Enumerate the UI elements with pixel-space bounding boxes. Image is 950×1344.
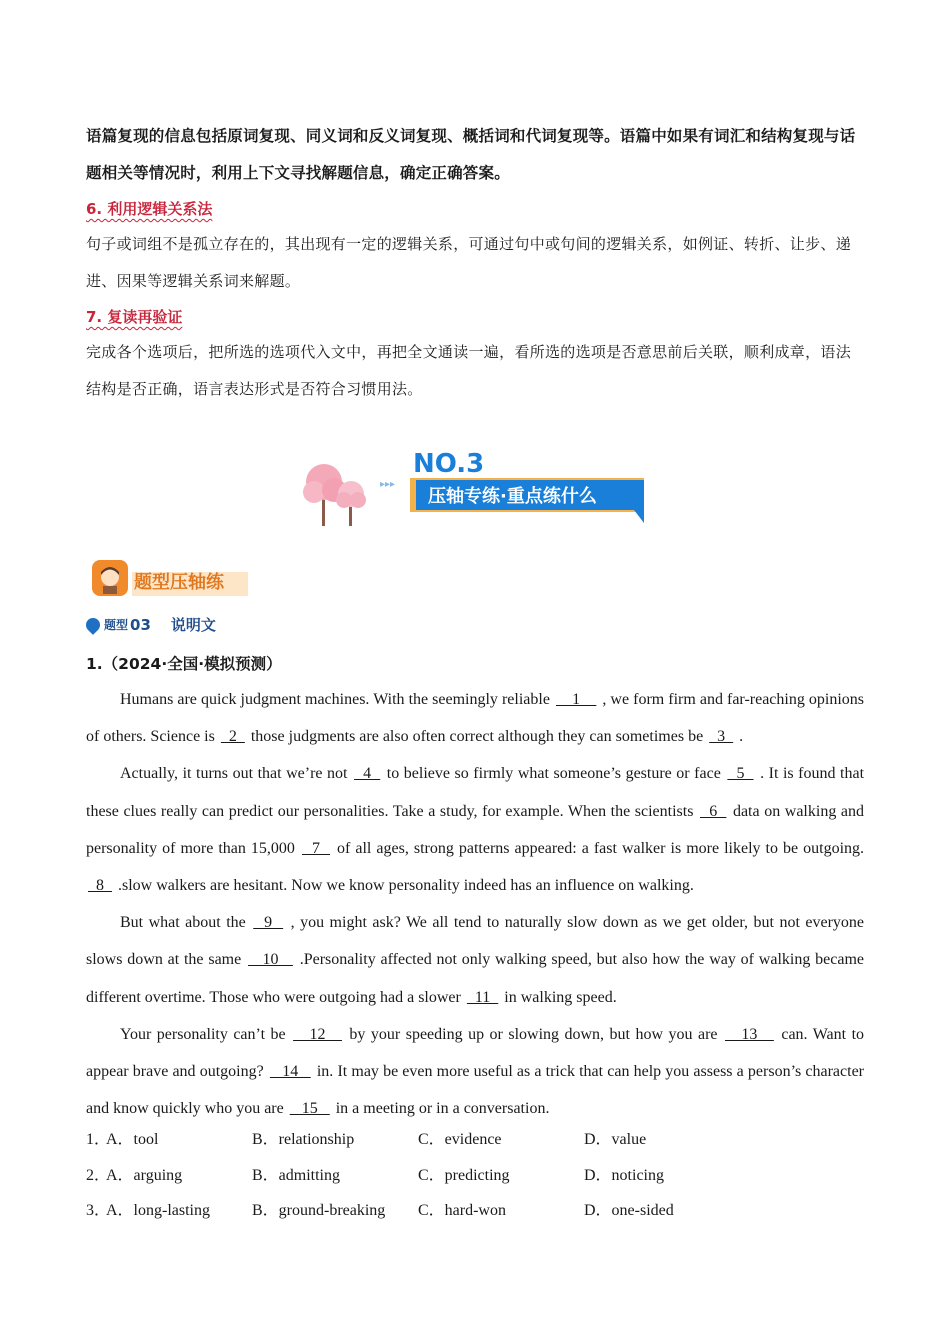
passage-text: Your personality can’t be xyxy=(120,1025,292,1043)
blank-11: 11 xyxy=(466,988,499,1006)
passage-text: Humans are quick judgment machines. With the seemingly reliable xyxy=(120,691,554,708)
blank-15: 15 xyxy=(289,1100,330,1118)
blank-8: 8 xyxy=(88,877,112,895)
passage-text: can. Want to appear brave and outgoing? xyxy=(86,1025,865,1081)
svg-text:▸▸▸: ▸▸▸ xyxy=(380,479,396,490)
option-b[interactable]: B．ground-breaking xyxy=(252,1202,386,1220)
passage-paragraph-1 xyxy=(86,681,864,755)
option-number: 1． xyxy=(86,1131,111,1149)
passage-text: of all ages, strong patterns appeared: a fast walker is more likely to be outgoing. xyxy=(332,839,865,857)
passage-text: in. It may be even more useful as a trick that can help you assess a person’s character and know quickly who you are xyxy=(86,1063,865,1118)
blank-13: 13 xyxy=(724,1025,774,1043)
passage-text: by your speeding up or slowing down, but how you are xyxy=(343,1025,723,1043)
blank-2: 2 xyxy=(220,728,245,746)
passage-text: those judgments are also often correct although they can sometimes be xyxy=(246,728,708,746)
question-type-tag xyxy=(92,560,248,598)
cloze-passage xyxy=(86,681,864,1127)
option-a[interactable]: A．arguing xyxy=(106,1166,183,1184)
option-d[interactable]: D．value xyxy=(584,1131,647,1149)
blank-1: 1 xyxy=(556,691,597,708)
section-banner xyxy=(300,440,660,532)
blank-5: 5 xyxy=(727,765,754,783)
option-d[interactable]: D．one-sided xyxy=(584,1202,674,1220)
option-c[interactable]: C．hard-won xyxy=(418,1202,506,1220)
teacher-avatar-icon xyxy=(92,560,248,598)
option-row-3 xyxy=(86,1191,864,1227)
blank-4: 4 xyxy=(354,765,381,783)
option-row-2 xyxy=(86,1156,864,1192)
blank-14: 14 xyxy=(269,1063,311,1081)
passage-text: . It is found that these clues really can predict our personalities. Take a study, for example. When the scientists xyxy=(86,765,865,820)
option-b[interactable]: B．relationship xyxy=(252,1131,355,1149)
passage-text: data on walking and personality of more than 15,000 xyxy=(86,802,865,857)
logic-method-paragraph: 句子或词组不是孤立存在的，其出现有一定的逻辑关系，可通过句中或句间的逻辑关系，如例证、转折、让步、递进、因果等逻辑关系词来解题。 xyxy=(86,235,852,290)
intro-paragraph: 语篇复现的信息包括原词复现、同义词和反义词复现、概括词和代词复现等。语篇中如果有词汇和结构复现与话题相关等情况时，利用上下文寻找解题信息，确定正确答案。 xyxy=(86,127,856,182)
blank-7: 7 xyxy=(301,839,331,857)
passage-paragraph-4 xyxy=(86,1016,864,1128)
answer-options xyxy=(86,1120,864,1227)
blank-10: 10 xyxy=(248,951,293,969)
option-row-1 xyxy=(86,1120,864,1156)
location-pin-icon xyxy=(83,615,103,635)
option-number: 3． xyxy=(86,1202,111,1220)
banner-title: 压轴专练·重点练什么 xyxy=(428,486,597,507)
blank-9: 9 xyxy=(253,914,284,932)
blank-3: 3 xyxy=(709,728,734,746)
question-type-line xyxy=(86,614,216,635)
passage-text: But what about the xyxy=(120,914,252,932)
passage-text: in walking speed. xyxy=(500,988,617,1006)
qtype-label: 题型 xyxy=(104,618,129,632)
passage-text: , we form firm and far-reaching opinions of others. Science is xyxy=(86,691,865,746)
passage-paragraph-3 xyxy=(86,904,864,1016)
option-b[interactable]: B．admitting xyxy=(252,1166,341,1184)
blank-12: 12 xyxy=(293,1025,342,1043)
passage-text: .Personality affected not only walking speed, but also how the way of walking became different overtime. Those who were outgoing had a slower xyxy=(86,951,865,1006)
qtype-number: 03 xyxy=(130,615,151,634)
qtype-name: 说明文 xyxy=(170,616,216,634)
passage-text: to believe so firmly what someone’s gesture or face xyxy=(382,765,726,783)
heading-reread-verify: 7. 复读再验证 xyxy=(86,308,183,326)
reread-verify-paragraph: 完成各个选项后，把所选的选项代入文中，再把全文通读一遍，看所选的选项是否意思前后关联，顺利成章，语法结构是否正确，语言表达形式是否符合习惯用法。 xyxy=(86,343,852,398)
blank-6: 6 xyxy=(700,802,727,820)
heading-logic-method: 6. 利用逻辑关系法 xyxy=(86,200,213,218)
option-number: 2． xyxy=(86,1166,111,1184)
banner-number: NO.3 xyxy=(413,449,485,479)
passage-text: . xyxy=(735,728,744,746)
passage-text: Actually, it turns out that we’re not xyxy=(120,765,353,783)
passage-text: .slow walkers are hesitant. Now we know personality indeed has an influence on walking. xyxy=(114,877,694,895)
option-c[interactable]: C．predicting xyxy=(418,1166,510,1184)
tag-label: 题型压轴练 xyxy=(134,572,224,593)
question-heading: 1.（2024·全国·模拟预测） xyxy=(86,655,282,673)
option-d[interactable]: D．noticing xyxy=(584,1166,664,1184)
tree-illustration-icon xyxy=(300,440,660,532)
option-c[interactable]: C．evidence xyxy=(418,1131,502,1149)
option-a[interactable]: A．tool xyxy=(106,1131,159,1149)
option-a[interactable]: A．long-lasting xyxy=(106,1202,210,1220)
passage-text: in a meeting or in a conversation. xyxy=(331,1100,550,1118)
passage-text: , you might ask? We all tend to naturally slow down as we get older, but not everyone slows down at the same xyxy=(86,914,865,969)
passage-paragraph-2 xyxy=(86,755,864,904)
intro-section xyxy=(86,118,864,408)
